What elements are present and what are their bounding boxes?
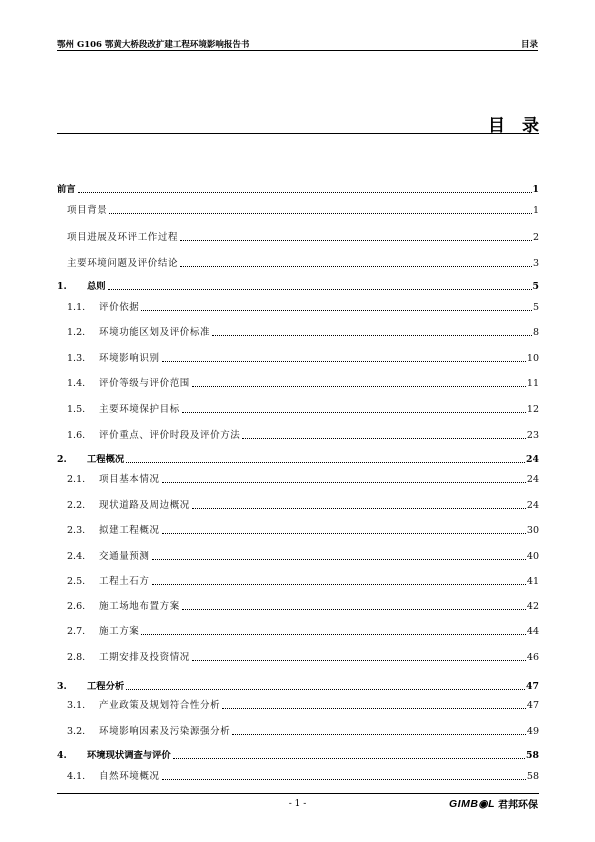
toc-entry-page: 8 [532, 327, 539, 338]
toc-entry-page: 40 [526, 551, 539, 562]
toc-leader-dots [192, 375, 526, 387]
toc-entry-number: 3. [57, 681, 67, 692]
toc-leader-dots [126, 678, 525, 690]
toc-entry-label: 环境现状调查与评价 [87, 750, 171, 761]
toc-entry-number: 1.1. [67, 302, 86, 313]
toc-entry-number: 1.4. [67, 378, 86, 389]
toc-leader-dots [212, 324, 532, 336]
toc-entry-label: 交通量预测 [99, 551, 150, 562]
toc-entry-number: 2.1. [67, 474, 86, 485]
toc-entry-number: 2.8. [67, 652, 86, 663]
toc-leader-dots [162, 522, 526, 534]
toc-entry-label: 环境功能区划及评价标准 [99, 327, 211, 338]
toc-entry-label: 主要环境问题及评价结论 [67, 258, 179, 269]
toc-entry[interactable] [57, 573, 539, 587]
toc-entry[interactable] [57, 598, 539, 612]
toc-entry-label: 评价重点、评价时段及评价方法 [99, 430, 241, 441]
toc-entry-page: 1 [532, 184, 539, 195]
toc-leader-dots [173, 747, 525, 759]
toc-entry[interactable] [57, 401, 539, 415]
toc-entry-number: 2. [57, 454, 67, 465]
toc-entry[interactable] [57, 202, 539, 216]
toc-entry-number: 4. [57, 750, 67, 761]
toc-entry-label: 产业政策及规划符合性分析 [99, 700, 221, 711]
toc-entry-number: 1.3. [67, 353, 86, 364]
toc-entry-label: 施工方案 [99, 626, 140, 637]
toc-leader-dots [192, 497, 526, 509]
toc-entry-page: 24 [526, 500, 539, 511]
page-number: - 1 - [288, 799, 307, 809]
toc-entry-label: 总则 [87, 281, 106, 292]
toc-entry-label: 环境影响识别 [99, 353, 160, 364]
toc-entry-number: 1.5. [67, 404, 86, 415]
toc-entry-number: 2.3. [67, 525, 86, 536]
toc-entry-page: 5 [532, 302, 539, 313]
toc-entry-number: 2.7. [67, 626, 86, 637]
toc-entry[interactable] [57, 278, 539, 292]
toc-leader-dots [222, 697, 526, 709]
toc-entry[interactable] [57, 723, 539, 737]
toc-leader-dots [180, 255, 532, 267]
toc-entry-page: 2 [532, 232, 539, 243]
toc-entry-page: 41 [526, 576, 539, 587]
toc-entry[interactable] [57, 497, 539, 511]
toc-entry-number: 1.2. [67, 327, 86, 338]
title-underline [57, 133, 539, 134]
toc-entry-label: 自然环境概况 [99, 771, 160, 782]
toc-entry-page: 49 [526, 726, 539, 737]
toc-entry-number: 3.2. [67, 726, 86, 737]
toc-entry-number: 2.6. [67, 601, 86, 612]
toc-entry-label: 评价依据 [99, 302, 140, 313]
toc-entry[interactable] [57, 255, 539, 269]
section-name-header: 目录 [520, 40, 538, 50]
toc-entry-number: 3.1. [67, 700, 86, 711]
toc-leader-dots [180, 229, 532, 241]
toc-entry-label: 工程土石方 [99, 576, 150, 587]
toc-entry[interactable] [57, 522, 539, 536]
toc-leader-dots [192, 649, 526, 661]
toc-entry[interactable] [57, 181, 539, 195]
toc-leader-dots [152, 548, 526, 560]
toc-entry[interactable] [57, 375, 539, 389]
toc-entry-page: 58 [526, 750, 539, 761]
toc-leader-dots [232, 723, 526, 735]
toc-entry-page: 1 [532, 205, 539, 216]
toc-entry-page: 23 [526, 430, 539, 441]
page-header [57, 36, 538, 51]
toc-leader-dots [109, 202, 532, 214]
toc-entry-page: 10 [526, 353, 539, 364]
toc-entry-label: 主要环境保护目标 [99, 404, 180, 415]
toc-entry-label: 评价等级与评价范围 [99, 378, 190, 389]
toc-entry[interactable] [57, 299, 539, 313]
toc-entry[interactable] [57, 649, 539, 663]
toc-entry[interactable] [57, 427, 539, 441]
toc-entry-label: 前言 [57, 184, 76, 195]
toc-entry-label: 拟建工程概况 [99, 525, 160, 536]
toc-entry-number: 2.4. [67, 551, 86, 562]
toc-leader-dots [141, 299, 532, 311]
document-title-header: 鄂州 G106 鄂黄大桥段改扩建工程环境影响报告书 [57, 40, 250, 50]
toc-entry-page: 12 [526, 404, 539, 415]
toc-leader-dots [152, 573, 526, 585]
toc-entry[interactable] [57, 324, 539, 338]
toc-entry-number: 2.2. [67, 500, 86, 511]
toc-entry[interactable] [57, 623, 539, 637]
toc-leader-dots [182, 401, 526, 413]
toc-entry-label: 项目背景 [67, 205, 108, 216]
toc-entry[interactable] [57, 747, 539, 761]
toc-entry-number: 1. [57, 281, 67, 292]
toc-entry-label: 现状道路及周边概况 [99, 500, 190, 511]
toc-leader-dots [126, 451, 525, 463]
toc-entry-label: 施工场地布置方案 [99, 601, 180, 612]
toc-leader-dots [78, 181, 532, 193]
toc-entry-page: 24 [526, 454, 539, 465]
toc-entry-page: 46 [526, 652, 539, 663]
toc-entry-label: 工程分析 [87, 681, 125, 692]
toc-entry-label: 项目进展及环评工作过程 [67, 232, 179, 243]
toc-entry[interactable] [57, 768, 539, 782]
toc-entry-label: 工程概况 [87, 454, 125, 465]
toc-leader-dots [162, 471, 526, 483]
toc-entry-label: 环境影响因素及污染源强分析 [99, 726, 231, 737]
toc-entry-page: 30 [526, 525, 539, 536]
toc-entry-label: 项目基本情况 [99, 474, 160, 485]
toc-leader-dots [162, 768, 526, 780]
page-title: 目 录 [488, 116, 539, 136]
toc-entry[interactable] [57, 697, 539, 711]
toc-entry[interactable] [57, 229, 539, 243]
toc-leader-dots [141, 623, 526, 635]
toc-leader-dots [242, 427, 526, 439]
toc-entry-page: 11 [526, 378, 539, 389]
toc-leader-dots [108, 278, 532, 290]
toc-entry-page: 44 [526, 626, 539, 637]
toc-entry-number: 1.6. [67, 430, 86, 441]
logo-text-en: GIMB◉L [449, 797, 495, 810]
footer-divider [57, 793, 539, 794]
toc-leader-dots [162, 350, 526, 362]
company-logo [449, 796, 538, 811]
toc-entry[interactable] [57, 471, 539, 485]
toc-entry[interactable] [57, 678, 539, 692]
toc-entry[interactable] [57, 451, 539, 465]
toc-entry[interactable] [57, 350, 539, 364]
toc-entry-page: 24 [526, 474, 539, 485]
toc-entry[interactable] [57, 548, 539, 562]
toc-entry-page: 5 [532, 281, 539, 292]
toc-leader-dots [182, 598, 526, 610]
logo-text-zh: 君邦环保 [498, 800, 538, 811]
toc-entry-page: 42 [526, 601, 539, 612]
toc-entry-page: 47 [526, 700, 539, 711]
toc-entry-label: 工期安排及投资情况 [99, 652, 190, 663]
toc-entry-number: 4.1. [67, 771, 86, 782]
toc-entry-page: 47 [526, 681, 539, 692]
toc-entry-page: 58 [526, 771, 539, 782]
toc-entry-page: 3 [532, 258, 539, 269]
toc-entry-number: 2.5. [67, 576, 86, 587]
